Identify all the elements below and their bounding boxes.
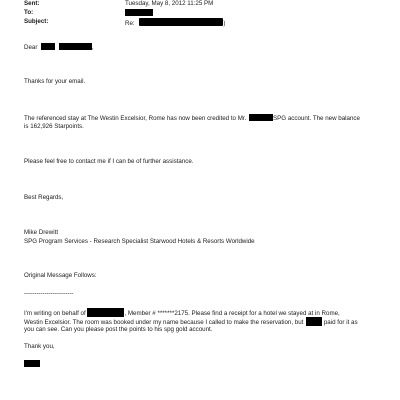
sender-redaction-line [24, 360, 384, 369]
credit-redaction [249, 114, 273, 121]
thank-you-line: Thank you, [24, 343, 55, 350]
original-redaction-2 [306, 317, 322, 326]
to-redaction [125, 9, 153, 18]
greeting-text: Dear [24, 44, 38, 51]
sent-label: Sent: [24, 0, 40, 7]
original-message-label: Original Message Follows: [24, 272, 97, 279]
thanks-line: Thanks for your email. [24, 78, 86, 85]
greeting-redaction-1 [41, 43, 55, 50]
contact-line: Please feel free to contact me if I can be of further assistance. [24, 158, 194, 165]
credit-text-a: The referenced stay at The Westin Excelsior, Rome has now been credited to Mr. [24, 115, 247, 122]
signature-name: Mike Drewitt [24, 229, 59, 236]
greeting-line [24, 43, 384, 52]
greeting-redaction-2 [59, 43, 92, 50]
credit-text-b: SPG account. The new balance [273, 115, 360, 122]
sender-redaction [24, 360, 40, 367]
to-label: To: [24, 9, 34, 16]
credit-line-1 [24, 114, 384, 123]
subject-label: Subject: [24, 18, 49, 25]
original-line-3: you can see. Can you please post the points to his spg gold account. [24, 326, 213, 333]
subject-suffix: ) [223, 20, 226, 27]
sent-value: Tuesday, May 8, 2012 11:25 PM [125, 0, 214, 7]
subject-redaction [139, 18, 226, 27]
subject-value [125, 18, 225, 28]
original-redaction-1 [87, 308, 124, 317]
greeting-punct: , [91, 44, 94, 51]
original-text-2b: paid for it as [323, 319, 358, 326]
original-text-1a: I'm writing on behalf of [24, 310, 86, 317]
regards-line: Best Regards, [24, 194, 64, 201]
original-text-1b: , Member # *******2175. Please find a receipt for a hotel we stayed at in Rome, [124, 310, 340, 317]
subject-prefix: Re: [125, 20, 135, 27]
credit-line-2: is 162,926 Starpoints. [24, 123, 84, 130]
signature-title: SPG Program Services - Research Specialist Starwood Hotels & Resorts Worldwide [24, 238, 255, 245]
separator-line: ------------------------ [24, 290, 74, 297]
original-text-2a: Westin Excelsior. The room was booked under my name because I called to make the reservation, but [24, 319, 304, 326]
